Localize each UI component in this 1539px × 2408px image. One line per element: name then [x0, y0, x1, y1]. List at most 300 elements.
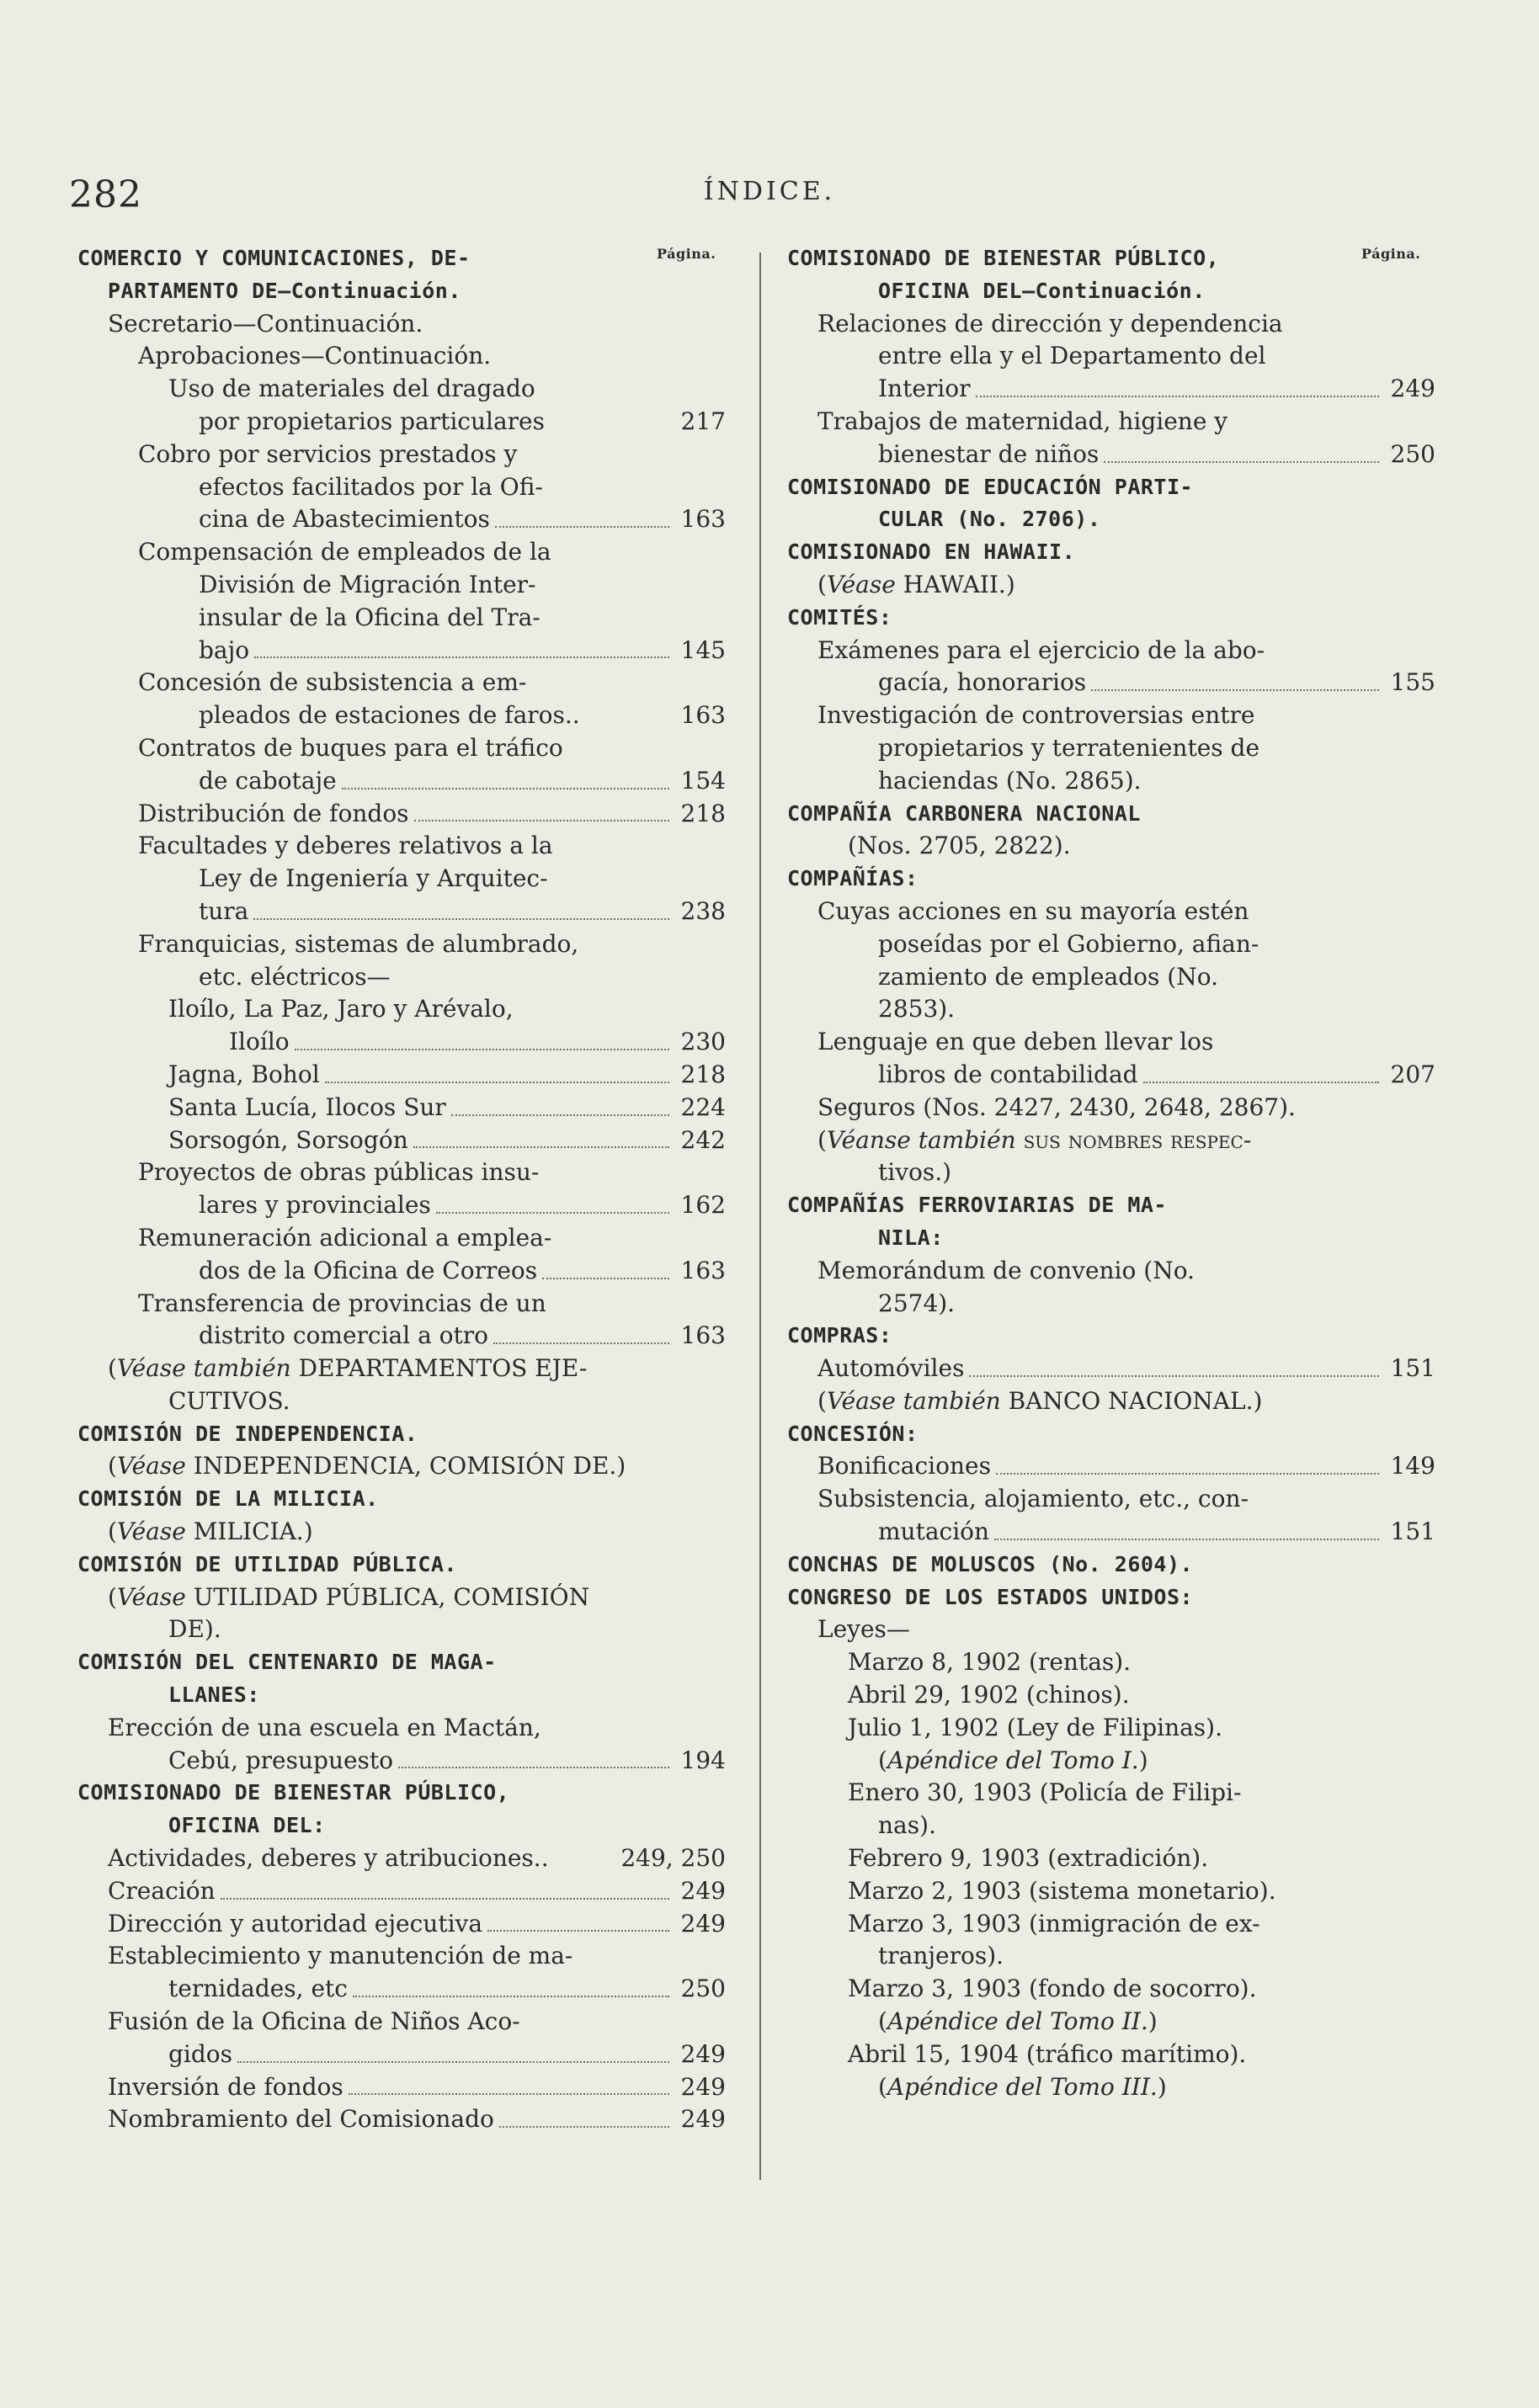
entry-text: Transferencia de provincias de un [138, 1289, 546, 1317]
entry-text: Marzo 3, 1903 (fondo de socorro). [848, 1975, 1257, 2003]
entry-text: Sorsogón, Sorsogón [168, 1125, 408, 1154]
index-heading [787, 503, 1435, 536]
entry-text: pleados de estaciones de faros.. [199, 701, 580, 730]
entry-text: CUTIVOS. [168, 1386, 290, 1415]
entry-text: bienestar de niños [878, 439, 1100, 468]
dot-leader [487, 1930, 668, 1932]
page-reference: 163 [680, 701, 726, 730]
entry-text: etc. eléctricos— [199, 962, 391, 991]
see-also-target: UTILIDAD PÚBLICA, COMISIÓN [185, 1582, 590, 1611]
page-reference: 250 [680, 1975, 726, 2003]
index-entry [787, 2006, 1435, 2039]
entry-text: 2853). [878, 995, 956, 1023]
dot-leader [1091, 689, 1378, 691]
page-reference: 250 [1390, 439, 1435, 468]
entry-text: Memorándum de convenio (No. [817, 1256, 1195, 1284]
entry-text: poseídas por el Gobierno, afian- [878, 929, 1259, 958]
entry-text: gacía, honorarios [878, 668, 1087, 697]
index-entry [77, 798, 726, 831]
index-entry [77, 667, 726, 699]
index-entry [77, 1385, 726, 1418]
see-bracket: ( [108, 1354, 117, 1383]
see-also-target: DEPARTAMENTOS EJE- [290, 1354, 588, 1383]
index-entry [787, 1940, 1435, 1973]
dot-leader [493, 1342, 669, 1344]
page-column-label-left: Página. [657, 246, 716, 262]
see-also-text: Véanse también [826, 1125, 1016, 1154]
dot-leader [342, 788, 669, 789]
index-heading [77, 1646, 726, 1679]
entry-text: LLANES: [168, 1682, 260, 1708]
index-heading [77, 1679, 726, 1712]
entry-text: Iloílo, La Paz, Jaro y Arévalo, [168, 995, 514, 1023]
entry-text: Cebú, presupuesto [168, 1746, 394, 1774]
entry-text: Remuneración adicional a emplea- [138, 1223, 552, 1252]
index-entry [787, 1613, 1435, 1646]
index-entry [77, 863, 726, 896]
index-entry [77, 1745, 726, 1778]
running-head-title: ÍNDICE. [703, 177, 836, 206]
entry-text: Erección de una escuela en Mactán, [108, 1713, 541, 1741]
index-column-left [77, 242, 726, 2136]
entry-text: mutación [878, 1518, 990, 1546]
index-entry [787, 439, 1435, 471]
entry-text: dos de la Oficina de Correos [199, 1256, 538, 1284]
index-heading [77, 1810, 726, 1842]
entry-text: Trabajos de maternidad, higiene y [817, 407, 1228, 435]
entry-text: nas). [878, 1811, 936, 1840]
entry-text: Cuyas acciones en su mayoría estén [817, 896, 1249, 925]
dot-leader [495, 526, 669, 528]
index-entry [787, 896, 1435, 928]
entry-text: COMISIÓN DE INDEPENDENCIA. [77, 1421, 418, 1446]
entry-text: COMISIÓN DE UTILIDAD PÚBLICA. [77, 1551, 457, 1576]
index-entry [77, 1320, 726, 1353]
entry-text: Iloílo [229, 1028, 290, 1056]
dot-leader [414, 820, 669, 821]
entry-text: Establecimiento y manutención de ma- [108, 1942, 573, 1970]
index-entry [77, 406, 726, 439]
entry-text: ternidades, etc [168, 1975, 348, 2003]
index-entry [77, 1092, 726, 1124]
index-column-right [787, 242, 1435, 2103]
entry-text: tivos.) [878, 1158, 952, 1187]
entry-text: COMPAÑÍAS FERROVIARIAS DE MA- [787, 1193, 1167, 1218]
index-entry [787, 1288, 1435, 1321]
entry-text: efectos facilitados por la Ofi- [199, 472, 543, 501]
entry-text: Dirección y autoridad ejecutiva [108, 1909, 483, 1938]
index-entry [787, 928, 1435, 961]
see-also-text: Véase [116, 1582, 186, 1611]
page-reference: 249, 250 [620, 1844, 726, 1873]
index-entry [787, 732, 1435, 765]
page-number: 282 [69, 173, 142, 216]
entry-text: insular de la Oficina del Tra- [199, 603, 541, 631]
entry-text: tranjeros). [878, 1942, 1004, 1970]
index-heading [787, 1549, 1435, 1581]
index-entry [787, 406, 1435, 439]
index-entry [77, 928, 726, 961]
index-entry [787, 340, 1435, 373]
index-heading [77, 1549, 726, 1581]
index-entry [787, 1908, 1435, 1941]
entry-text: Enero 30, 1903 (Policía de Filipi- [848, 1778, 1242, 1807]
see-bracket: ( [878, 2072, 887, 2101]
index-entry [77, 1842, 726, 1875]
entry-text: CONCHAS DE MOLUSCOS (No. 2604). [787, 1551, 1194, 1576]
index-entry [77, 830, 726, 863]
index-entry [787, 1483, 1435, 1516]
page-reference: 145 [680, 635, 726, 664]
entry-text: Contratos de buques para el tráfico [138, 733, 563, 762]
dot-leader [1143, 1082, 1379, 1083]
entry-text: Ley de Ingeniería y Arquitec- [199, 864, 548, 893]
index-heading [787, 242, 1435, 275]
entry-text: zamiento de empleados (No. [878, 962, 1218, 991]
index-heading [787, 1418, 1435, 1451]
page-reference: 151 [1390, 1518, 1435, 1546]
entry-text: Actividades, deberes y atribuciones.. [108, 1844, 549, 1873]
index-entry [77, 471, 726, 504]
index-entry [77, 993, 726, 1026]
entry-text: propietarios y terratenientes de [878, 733, 1260, 762]
dot-leader [398, 1767, 669, 1768]
see-also-text: Véase [116, 1452, 186, 1480]
index-entry [787, 1810, 1435, 1842]
see-bracket: ( [108, 1582, 117, 1611]
index-entry [77, 1353, 726, 1385]
index-entry [787, 1255, 1435, 1288]
entry-text: haciendas (No. 2865). [878, 766, 1142, 795]
entry-text: Marzo 2, 1903 (sistema monetario). [848, 1876, 1276, 1905]
index-entry [77, 536, 726, 569]
index-entry [77, 1613, 726, 1646]
index-heading [77, 275, 726, 308]
see-bracket: ( [817, 1386, 827, 1415]
index-entry [77, 1189, 726, 1222]
entry-text: libros de contabilidad [878, 1060, 1138, 1088]
entry-text: Jagna, Bohol [168, 1060, 320, 1088]
page-reference: 249 [680, 2072, 726, 2101]
page-reference: 249 [1390, 375, 1435, 403]
index-entry [787, 1156, 1435, 1189]
index-entry [787, 765, 1435, 798]
index-entry [77, 1156, 726, 1189]
page-reference: 224 [680, 1092, 726, 1121]
page-reference: 155 [1390, 668, 1435, 697]
dot-leader [1104, 461, 1378, 463]
index-entry [787, 1124, 1435, 1157]
index-entry [77, 602, 726, 635]
entry-text: Abril 29, 1902 (chinos). [848, 1681, 1130, 1709]
dot-leader [349, 2093, 669, 2095]
entry-text: COMERCIO Y COMUNICACIONES, DE- [77, 246, 471, 270]
entry-text: CONGRESO DE LOS ESTADOS UNIDOS: [787, 1584, 1194, 1609]
entry-text: COMISIONADO EN HAWAII. [787, 540, 1076, 565]
entry-text: distrito comercial a otro [199, 1321, 489, 1350]
index-entry [787, 1745, 1435, 1778]
see-bracket: ( [817, 1125, 827, 1154]
index-heading [787, 1189, 1435, 1222]
index-entry [787, 1353, 1435, 1385]
page-reference: 249 [680, 1909, 726, 1938]
index-entry [77, 2039, 726, 2071]
see-also-text: Véase [826, 570, 896, 598]
page-reference: 242 [680, 1125, 726, 1154]
entry-text: Bonificaciones [817, 1452, 991, 1480]
index-entry [787, 699, 1435, 732]
index-entry [77, 1940, 726, 1973]
index-entry [77, 1059, 726, 1092]
entry-text: Seguros (Nos. 2427, 2430, 2648, 2867). [817, 1092, 1296, 1121]
entry-text: OFICINA DEL: [168, 1813, 326, 1838]
see-also-target: ) [1138, 1746, 1148, 1774]
entry-text: Secretario—Continuación. [108, 309, 423, 338]
dot-leader [994, 1539, 1378, 1540]
index-heading [77, 1418, 726, 1451]
index-entry [787, 1973, 1435, 2006]
entry-text: COMISIONADO DE EDUCACIÓN PARTI- [787, 474, 1194, 499]
column-divider [759, 252, 761, 2180]
entry-text: Facultades y deberes relativos a la [138, 832, 553, 860]
entry-text: de cabotaje [199, 766, 337, 795]
index-entry [787, 569, 1435, 602]
index-entry [77, 2006, 726, 2039]
index-entry [77, 635, 726, 667]
entry-text: Marzo 8, 1902 (rentas). [848, 1648, 1132, 1677]
page-reference: 151 [1390, 1354, 1435, 1383]
entry-text: Concesión de subsistencia a em- [138, 668, 527, 697]
index-entry [77, 1875, 726, 1908]
index-entry [77, 1581, 726, 1614]
index-entry [787, 667, 1435, 699]
entry-text: entre ella y el Departamento del [878, 342, 1266, 370]
entry-text: CULAR (No. 2706). [878, 507, 1101, 532]
entry-text: bajo [199, 635, 250, 664]
index-entry [787, 1516, 1435, 1549]
see-bracket: ( [817, 570, 827, 598]
index-entry [77, 2103, 726, 2136]
index-entry [77, 2071, 726, 2104]
entry-text: COMITÉS: [787, 604, 892, 630]
page-reference: 249 [680, 1876, 726, 1905]
index-heading [787, 863, 1435, 896]
index-entry [787, 1875, 1435, 1908]
entry-text: NILA: [878, 1225, 944, 1250]
page-column-label-right: Página. [1361, 246, 1421, 262]
see-also-target: sus nombres respec- [1015, 1125, 1252, 1154]
see-also-text: Apéndice del Tomo I. [887, 1746, 1139, 1774]
entry-text: Inversión de fondos [108, 2072, 343, 2101]
index-entry [787, 830, 1435, 863]
page-reference: 194 [680, 1746, 726, 1774]
index-entry [77, 569, 726, 602]
page-reference: 163 [680, 1321, 726, 1350]
entry-text: Franquicias, sistemas de alumbrado, [138, 929, 579, 958]
index-heading [787, 471, 1435, 504]
entry-text: por propietarios particulares [199, 407, 545, 435]
dot-leader [295, 1049, 669, 1050]
entry-text: Fusión de la Oficina de Niños Aco- [108, 2007, 520, 2036]
entry-text: COMISIÓN DE LA MILICIA. [77, 1486, 379, 1512]
page-reference: 249 [680, 2039, 726, 2068]
dot-leader [451, 1114, 669, 1116]
dot-leader [969, 1375, 1378, 1377]
index-entry [77, 896, 726, 928]
dot-leader [996, 1473, 1379, 1475]
entry-text: Subsistencia, alojamiento, etc., con- [817, 1485, 1249, 1513]
entry-text: Distribución de fondos [138, 799, 409, 827]
entry-text: COMISIONADO DE BIENESTAR PÚBLICO, [77, 1780, 510, 1805]
index-entry [787, 1059, 1435, 1092]
see-also-target: MILICIA.) [185, 1518, 313, 1546]
index-entry [77, 340, 726, 373]
index-heading [77, 1777, 726, 1810]
dot-leader [436, 1212, 669, 1214]
entry-text: OFICINA DEL—Continuación. [878, 278, 1206, 303]
see-also-text: Véase [116, 1518, 186, 1546]
entry-text: COMPRAS: [787, 1323, 892, 1348]
index-entry [77, 1516, 726, 1549]
page-reference: 249 [680, 2105, 726, 2134]
dot-leader [254, 656, 668, 658]
index-entry [77, 1908, 726, 1941]
index-entry [77, 373, 726, 406]
index-entry [787, 1450, 1435, 1483]
dot-leader [253, 918, 668, 920]
entry-text: tura [199, 896, 249, 925]
index-entry [77, 1712, 726, 1745]
page-reference: 207 [1390, 1060, 1435, 1088]
see-also-text: Apéndice del Tomo III. [887, 2072, 1158, 2101]
dot-leader [499, 2126, 669, 2128]
entry-text: Investigación de controversias entre [817, 701, 1255, 730]
index-entry [77, 1026, 726, 1059]
dot-leader [237, 2061, 669, 2063]
entry-text: Interior [878, 375, 971, 403]
index-heading [77, 242, 726, 275]
entry-text: lares y provinciales [199, 1191, 431, 1220]
see-also-target: ) [1148, 2007, 1158, 2036]
index-entry [77, 1450, 726, 1483]
entry-text: Lenguaje en que deben llevar los [817, 1028, 1214, 1056]
index-entry [787, 1026, 1435, 1059]
entry-text: Creación [108, 1876, 216, 1905]
entry-text: COMPAÑÍA CARBONERA NACIONAL [787, 800, 1141, 826]
entry-text: Marzo 3, 1903 (inmigración de ex- [848, 1909, 1260, 1938]
entry-text: DE). [168, 1615, 221, 1644]
dot-leader [221, 1898, 669, 1900]
entry-text: Julio 1, 1902 (Ley de Filipinas). [848, 1713, 1222, 1741]
entry-text: Aprobaciones—Continuación. [138, 342, 492, 370]
see-also-target: BANCO NACIONAL.) [1000, 1386, 1263, 1415]
index-entry [77, 961, 726, 994]
see-also-text: Véase también [116, 1354, 291, 1383]
dot-leader [542, 1278, 668, 1279]
index-entry [787, 308, 1435, 341]
index-entry [77, 1288, 726, 1321]
entry-text: 2574). [878, 1289, 956, 1317]
page-reference: 238 [680, 896, 726, 925]
entry-text: Santa Lucía, Ilocos Sur [168, 1092, 446, 1121]
entry-text: Leyes— [817, 1615, 910, 1644]
dot-leader [413, 1146, 669, 1148]
page-reference: 218 [680, 799, 726, 827]
dot-leader [353, 1996, 669, 1997]
index-entry [77, 503, 726, 536]
page-reference: 163 [680, 505, 726, 534]
index-entry [77, 1124, 726, 1157]
entry-text: COMISIONADO DE BIENESTAR PÚBLICO, [787, 246, 1220, 270]
dot-leader [976, 396, 1379, 397]
entry-text: Automóviles [817, 1354, 965, 1383]
entry-text: CONCESIÓN: [787, 1421, 919, 1446]
index-entry [787, 1777, 1435, 1810]
entry-text: Abril 15, 1904 (tráfico marítimo). [848, 2039, 1247, 2068]
page-reference: 162 [680, 1191, 726, 1220]
entry-text: Proyectos de obras públicas insu- [138, 1158, 540, 1187]
see-bracket: ( [878, 1746, 887, 1774]
index-entry [787, 1646, 1435, 1679]
index-heading [787, 1320, 1435, 1353]
page-reference: 218 [680, 1060, 726, 1088]
index-entry [77, 1973, 726, 2006]
dot-leader [325, 1082, 669, 1083]
entry-text: (Nos. 2705, 2822). [848, 832, 1071, 860]
index-heading [77, 1483, 726, 1516]
page-reference: 149 [1390, 1452, 1435, 1480]
entry-text: COMPAÑÍAS: [787, 866, 919, 891]
see-also-target: INDEPENDENCIA, COMISIÓN DE.) [185, 1452, 626, 1480]
see-bracket: ( [108, 1452, 117, 1480]
index-heading [787, 798, 1435, 831]
index-entry [787, 1092, 1435, 1124]
see-also-text: Apéndice del Tomo II. [887, 2007, 1148, 2036]
index-entry [787, 1385, 1435, 1418]
entry-text: Febrero 9, 1903 (extradición). [848, 1844, 1209, 1873]
entry-text: Exámenes para el ejercicio de la abo- [817, 635, 1265, 664]
entry-text: PARTAMENTO DE—Continuación. [108, 278, 461, 303]
entry-text: División de Migración Inter- [199, 570, 536, 598]
entry-text: Relaciones de dirección y dependencia [817, 309, 1283, 338]
index-entry [77, 1255, 726, 1288]
see-also-text: Véase también [826, 1386, 1001, 1415]
entry-text: gidos [168, 2039, 233, 2068]
entry-text: cina de Abastecimientos [199, 505, 490, 534]
see-bracket: ( [108, 1518, 117, 1546]
entry-text: Nombramiento del Comisionado [108, 2105, 494, 2134]
index-entry [77, 439, 726, 471]
index-entry [787, 2071, 1435, 2104]
index-entry [77, 699, 726, 732]
page-reference: 217 [680, 407, 726, 435]
index-entry [787, 993, 1435, 1026]
index-entry [787, 635, 1435, 667]
index-entry [787, 1842, 1435, 1875]
index-entry [77, 1222, 726, 1255]
index-heading [787, 1581, 1435, 1614]
page-reference: 154 [680, 766, 726, 795]
entry-text: Compensación de empleados de la [138, 538, 551, 566]
entry-text: Uso de materiales del dragado [168, 375, 535, 403]
index-entry [787, 1679, 1435, 1712]
index-heading [787, 275, 1435, 308]
index-entry [787, 961, 1435, 994]
index-entry [787, 1712, 1435, 1745]
see-also-target: HAWAII.) [895, 570, 1015, 598]
page-reference: 230 [680, 1028, 726, 1056]
index-entry [77, 308, 726, 341]
